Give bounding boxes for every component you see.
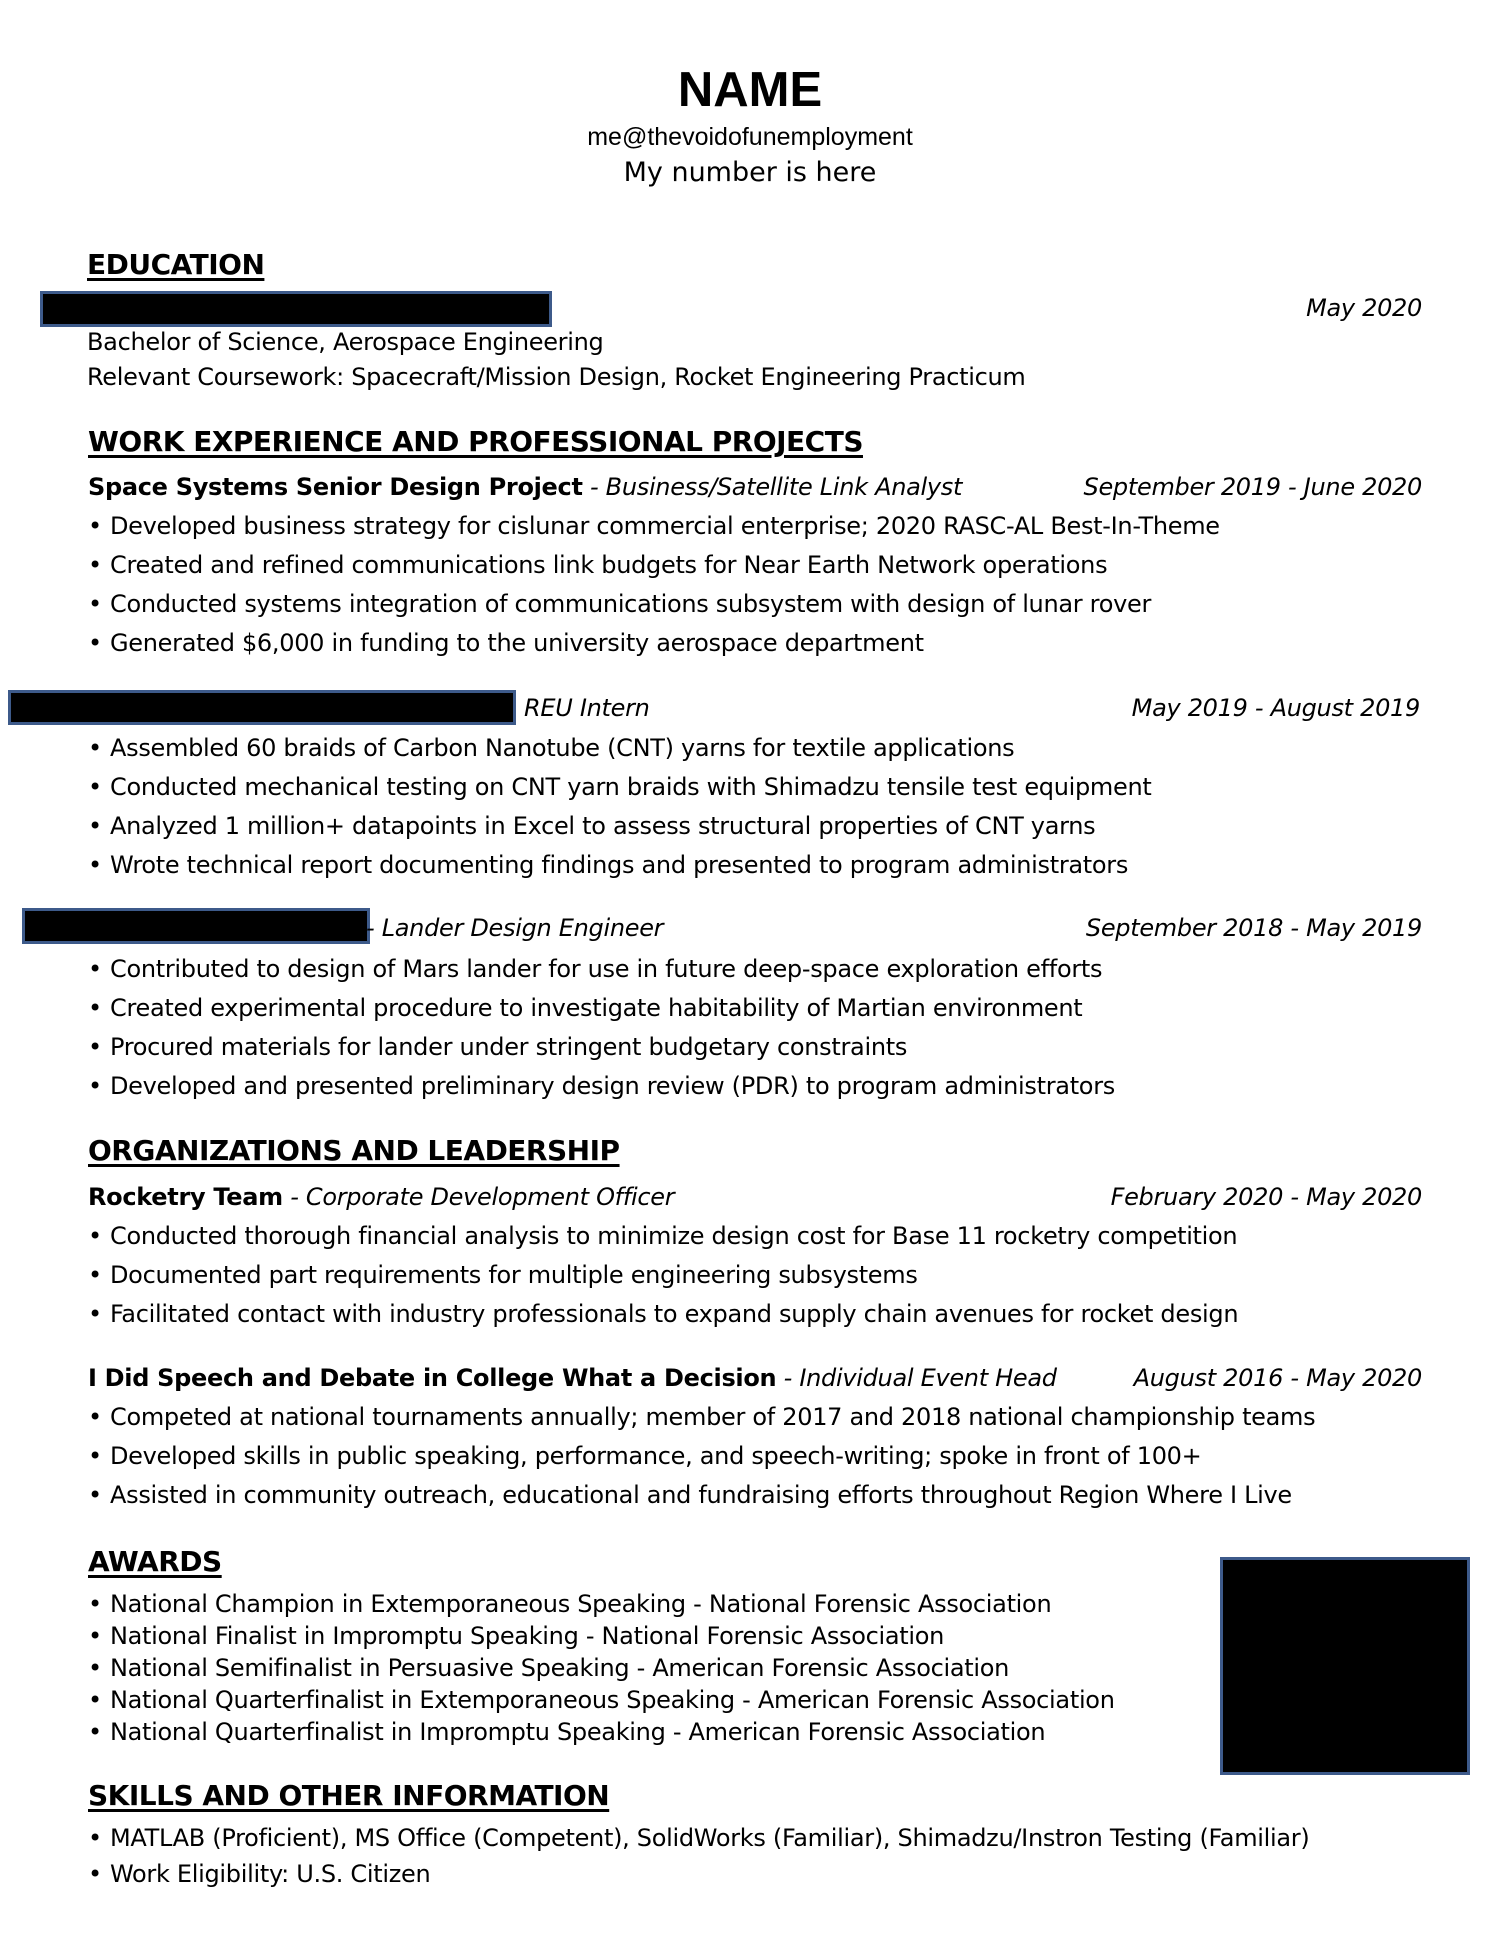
resume-name: NAME bbox=[677, 63, 823, 117]
list-item: • Assisted in community outreach, educational and fundraising efforts throughout Region Where I Live bbox=[88, 1481, 1292, 1509]
list-item: • MATLAB (Proficient), MS Office (Competent), SolidWorks (Familiar), Shimadzu/Instron Testing (Familiar) bbox=[88, 1824, 1309, 1852]
list-item: • Facilitated contact with industry professionals to expand supply chain avenues for rocket design bbox=[88, 1300, 1238, 1328]
work-entry-2-role: REU Intern bbox=[524, 694, 650, 722]
list-item: • National Quarterfinalist in Extemporaneous Speaking - American Forensic Association bbox=[88, 1686, 1115, 1714]
education-heading: EDUCATION bbox=[87, 248, 265, 281]
list-item: • Conducted mechanical testing on CNT yarn braids with Shimadzu tensile test equipment bbox=[88, 773, 1152, 801]
org-entry-2-date: August 2016 - May 2020 bbox=[1133, 1364, 1422, 1392]
org-entry-1-title bbox=[88, 1183, 674, 1211]
orgs-heading: ORGANIZATIONS AND LEADERSHIP bbox=[88, 1134, 620, 1167]
redacted-block bbox=[22, 908, 370, 944]
org-entry-1-date: February 2020 - May 2020 bbox=[1110, 1183, 1422, 1211]
work-entry-1-title bbox=[88, 473, 962, 501]
education-date: May 2020 bbox=[1306, 294, 1422, 322]
redacted-block bbox=[8, 690, 516, 725]
list-item: • Created experimental procedure to investigate habitability of Martian environment bbox=[88, 994, 1082, 1022]
list-item: • Generated $6,000 in funding to the university aerospace department bbox=[88, 629, 924, 657]
org-entry-1-org: Rocketry Team bbox=[88, 1183, 283, 1211]
list-item: • Work Eligibility: U.S. Citizen bbox=[88, 1860, 430, 1888]
org-entry-2-org: I Did Speech and Debate in College What a Decision bbox=[88, 1364, 777, 1392]
work-heading: WORK EXPERIENCE AND PROFESSIONAL PROJECTS bbox=[88, 425, 863, 458]
list-item: • National Finalist in Impromptu Speaking - National Forensic Association bbox=[88, 1622, 944, 1650]
list-item: • Developed and presented preliminary design review (PDR) to program administrators bbox=[88, 1072, 1115, 1100]
list-item: • National Champion in Extemporaneous Speaking - National Forensic Association bbox=[88, 1590, 1051, 1618]
work-entry-1-role: - Business/Satellite Link Analyst bbox=[582, 473, 963, 501]
org-entry-2-title bbox=[88, 1364, 1057, 1392]
work-entry-1-org: Space Systems Senior Design Project bbox=[88, 473, 583, 501]
work-entry-3-role: - Lander Design Engineer bbox=[366, 914, 664, 942]
redacted-block bbox=[40, 291, 552, 327]
awards-heading: AWARDS bbox=[88, 1545, 222, 1578]
work-entry-2-date: May 2019 - August 2019 bbox=[1131, 694, 1420, 722]
list-item: • National Semifinalist in Persuasive Speaking - American Forensic Association bbox=[88, 1654, 1009, 1682]
list-item: • National Quarterfinalist in Impromptu Speaking - American Forensic Association bbox=[88, 1718, 1045, 1746]
list-item: • Developed business strategy for cislunar commercial enterprise; 2020 RASC-AL Best-In-Theme bbox=[88, 512, 1220, 540]
list-item: • Created and refined communications link budgets for Near Earth Network operations bbox=[88, 551, 1107, 579]
phone-text: My number is here bbox=[623, 157, 877, 188]
list-item: • Wrote technical report documenting findings and presented to program administrators bbox=[88, 851, 1128, 879]
list-item: • Contributed to design of Mars lander for use in future deep-space exploration efforts bbox=[88, 955, 1102, 983]
list-item: • Conducted systems integration of communications subsystem with design of lunar rover bbox=[88, 590, 1151, 618]
coursework-text: Relevant Coursework: Spacecraft/Mission Design, Rocket Engineering Practicum bbox=[87, 363, 1026, 391]
email-text: me@thevoidofunemployment bbox=[587, 123, 913, 151]
list-item: • Competed at national tournaments annually; member of 2017 and 2018 national championship teams bbox=[88, 1403, 1315, 1431]
list-item: • Documented part requirements for multiple engineering subsystems bbox=[88, 1261, 918, 1289]
skills-heading: SKILLS AND OTHER INFORMATION bbox=[88, 1779, 610, 1812]
degree-text: Bachelor of Science, Aerospace Engineering bbox=[87, 328, 604, 356]
list-item: • Conducted thorough financial analysis to minimize design cost for Base 11 rocketry competition bbox=[88, 1222, 1237, 1250]
org-entry-1-role: - Corporate Development Officer bbox=[282, 1183, 675, 1211]
org-entry-2-role: - Individual Event Head bbox=[776, 1364, 1057, 1392]
work-entry-3-date: September 2018 - May 2019 bbox=[1085, 914, 1422, 942]
redacted-block bbox=[1220, 1557, 1470, 1775]
list-item: • Assembled 60 braids of Carbon Nanotube (CNT) yarns for textile applications bbox=[88, 734, 1014, 762]
list-item: • Procured materials for lander under stringent budgetary constraints bbox=[88, 1033, 907, 1061]
work-entry-1-date: September 2019 - June 2020 bbox=[1083, 473, 1422, 501]
list-item: • Developed skills in public speaking, performance, and speech-writing; spoke in front of 100+ bbox=[88, 1442, 1201, 1470]
list-item: • Analyzed 1 million+ datapoints in Excel to assess structural properties of CNT yarns bbox=[88, 812, 1095, 840]
